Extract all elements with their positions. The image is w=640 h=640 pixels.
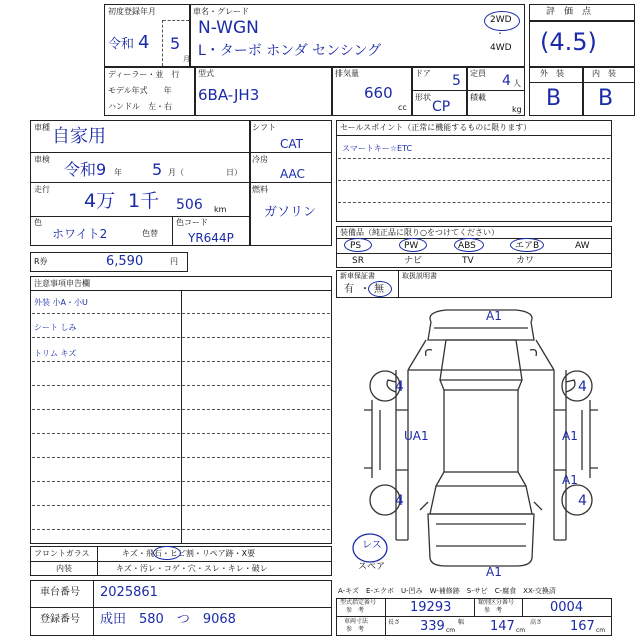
mileage-rest: 506 — [176, 197, 203, 213]
mileage-sen: 1千 — [128, 190, 160, 212]
dims-label: 車両寸法 — [344, 618, 369, 625]
capacity-unit: 人 — [513, 79, 521, 88]
dims-sub: 参 考 — [346, 626, 365, 633]
width-unit: cm — [516, 627, 526, 634]
color-label: 色 — [34, 218, 42, 227]
inspection-label: 車検 — [34, 155, 50, 164]
notes-title: 注意事項申告欄 — [34, 279, 90, 288]
drive-2wd: 2WD — [490, 15, 512, 25]
capacity-label: 定員 — [470, 69, 486, 78]
equip-airbag: エアB — [515, 241, 540, 251]
interior-wear-label: 内装 — [56, 564, 72, 573]
damage-rear: A1 — [486, 565, 502, 579]
height-unit: cm — [596, 627, 606, 634]
car-name: N-WGN — [198, 18, 259, 38]
exterior-label: 外 装 — [540, 69, 564, 78]
note-line-1: 外装 小A・小U — [34, 298, 88, 307]
equipment-title: 装備品（純正品に限り○をつけてください） — [340, 228, 499, 237]
damage-front: A1 — [486, 309, 502, 323]
shape-value: CP — [432, 99, 451, 115]
model-cert-label: 型式指定番号 — [340, 599, 377, 606]
warranty-yes: 有 — [344, 284, 354, 295]
note-line-3: トリム キズ — [34, 349, 77, 358]
displacement-label: 排気量 — [335, 69, 359, 78]
model-year-label: モデル年式 年 — [108, 86, 172, 95]
color-code-label: 色コード — [176, 218, 208, 227]
first-reg-month: 5 — [170, 34, 181, 53]
exterior-grade: B — [546, 86, 562, 111]
displacement-value: 660 — [364, 84, 393, 102]
stone-chip-circle — [153, 546, 181, 560]
class-value: 0004 — [550, 600, 584, 615]
sales-title: セールスポイント（正常に機能するものに限ります） — [340, 123, 532, 132]
class-sub: 参 考 — [484, 607, 503, 614]
interior-grade: B — [598, 86, 614, 111]
length-value: 339 — [420, 619, 445, 634]
sales-line-1: スマートキー☆ETC — [342, 144, 413, 153]
length-label: 長さ — [388, 619, 401, 626]
equip-tv: TV — [462, 256, 474, 266]
first-reg-era: 令和 — [108, 37, 135, 52]
type-value: 6BA-JH3 — [198, 86, 260, 104]
front-glass-options: キズ・飛石・ヒビ割・リペア跡・X要 — [122, 549, 256, 558]
first-reg-label: 初度登録年月 — [108, 7, 156, 16]
month-unit: 月 — [183, 55, 190, 63]
spare-label: スペア — [358, 562, 386, 572]
front-glass-label: フロントガラス — [34, 549, 90, 558]
height-label: 高さ — [530, 619, 543, 626]
inspection-month-unit: 月（ — [168, 168, 184, 177]
inspection-day-unit: 日） — [226, 168, 242, 177]
warranty-no-circle — [368, 281, 392, 297]
reg-value: 成田 580 つ 9068 — [100, 612, 236, 627]
tire-right-front: 4 — [578, 379, 587, 395]
inspection-year-unit: 年 — [114, 168, 122, 177]
chassis-label: 車台番号 — [40, 587, 80, 598]
damage-legend: A-キズ E-エクボ U-凹み W-補修跡 S-サビ C-腐食 XX-交換済 — [338, 587, 556, 595]
model-cert-value: 19293 — [410, 600, 452, 615]
ps-circle — [344, 238, 372, 252]
car-name-label: 車名・グレード — [193, 7, 249, 16]
equip-leather: カワ — [516, 256, 535, 266]
equip-aw: AW — [575, 241, 590, 251]
color-value: ホワイト2 — [52, 227, 108, 241]
reg-label: 登録番号 — [40, 614, 80, 625]
ac-label: 冷房 — [252, 155, 268, 164]
shape-label: 形状 — [415, 93, 431, 102]
warranty-no: 無 — [374, 284, 384, 295]
cc-unit: cc — [398, 103, 407, 112]
equip-abs: ABS — [458, 241, 476, 251]
chassis-value: 2025861 — [100, 585, 158, 600]
handle-label: ハンドル 左・右 — [108, 102, 172, 111]
interior-wear-options: キズ・汚レ・コゲ・穴・スレ・キレ・破レ — [116, 564, 268, 573]
equip-navi: ナビ — [404, 256, 423, 266]
model-cert-sub: 参 考 — [346, 607, 365, 614]
equip-pw: PW — [404, 241, 419, 251]
car-grade: L・ターボ ホンダ センシング — [198, 43, 382, 59]
drive-4wd: 4WD — [490, 43, 512, 53]
width-label: 幅 — [458, 619, 465, 626]
warranty-dot: ・ — [360, 284, 370, 295]
damage-right-mid-2: A1 — [562, 473, 578, 487]
dealer-label: ディーラー・並 行 — [108, 70, 180, 79]
km-unit: km — [214, 205, 227, 214]
pw-circle — [399, 238, 427, 252]
height-value: 167 — [570, 619, 595, 634]
kg-unit: kg — [512, 105, 522, 114]
equip-sr: SR — [352, 256, 364, 266]
warranty-label: 新車保証書 — [340, 272, 375, 280]
tire-right-rear: 4 — [578, 493, 587, 509]
fuel-label: 燃料 — [252, 185, 268, 194]
load-label: 積載 — [470, 93, 486, 102]
mileage-man: 4万 — [84, 190, 116, 212]
usage-value: 自家用 — [52, 126, 106, 147]
width-value: 147 — [490, 619, 515, 634]
drive-dot: ・ — [496, 29, 504, 38]
door-label: ドア — [415, 69, 431, 78]
recycle-label: R券 — [34, 257, 48, 266]
inspection-month: 5 — [152, 160, 163, 179]
capacity-value: 4 — [502, 73, 511, 89]
shift-value: CAT — [280, 137, 303, 151]
score-label: 評 価 点 — [546, 7, 592, 17]
color-swap-label: 色替 — [142, 229, 158, 238]
interior-label: 内 装 — [592, 69, 616, 78]
equip-ps: PS — [350, 241, 362, 251]
door-value: 5 — [452, 73, 461, 89]
tire-left-front: 4 — [395, 379, 404, 395]
mileage-label: 走行 — [34, 185, 50, 194]
ac-value: AAC — [280, 167, 305, 181]
length-unit: cm — [446, 627, 456, 634]
color-code: YR644P — [188, 231, 234, 245]
score-value: (4.5) — [540, 28, 597, 56]
manual-label: 取扱説明書 — [402, 272, 437, 280]
type-label: 型式 — [198, 69, 214, 78]
first-reg-year: 4 — [138, 32, 150, 53]
spare-mark: レス — [362, 540, 382, 551]
airbag-circle — [510, 238, 544, 252]
recycle-unit: 円 — [170, 257, 178, 266]
class-label: 類別区分番号 — [478, 599, 515, 606]
inspection-era: 令和9 — [64, 160, 107, 179]
damage-left-side: UA1 — [404, 429, 429, 443]
tire-left-rear: 4 — [395, 493, 404, 509]
fuel-value: ガソリン — [264, 205, 317, 220]
note-line-2: シート しみ — [34, 323, 77, 332]
abs-circle — [454, 238, 484, 252]
usage-label: 車種 — [34, 123, 50, 132]
shift-label: シフト — [252, 123, 276, 132]
recycle-value: 6,590 — [106, 254, 144, 269]
damage-right-mid-1: A1 — [562, 429, 578, 443]
